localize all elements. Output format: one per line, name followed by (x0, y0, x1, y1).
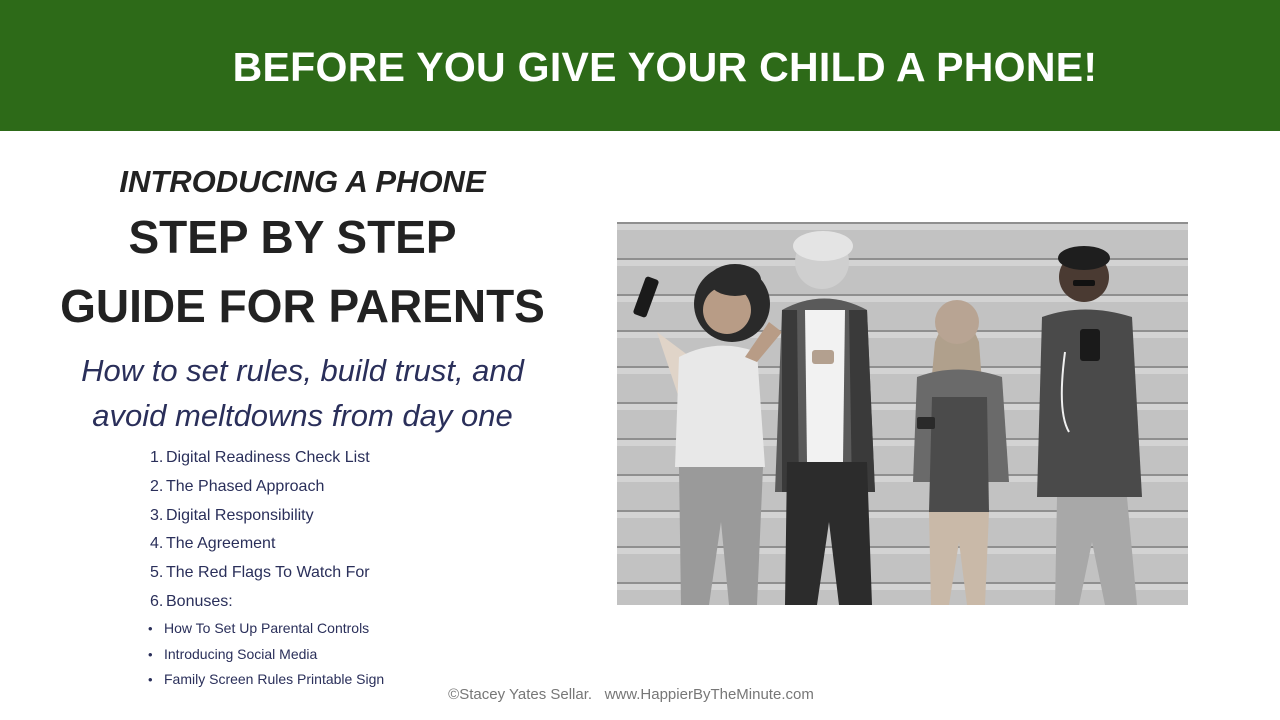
bonus-list (148, 616, 384, 693)
title-banner (0, 0, 1280, 131)
list-item-number: 6. (150, 592, 164, 610)
list-item-label: Digital Responsibility (166, 506, 314, 524)
footer (0, 686, 1262, 703)
website-link[interactable]: www.HappierByTheMinute.com (604, 686, 814, 703)
bonus-item (148, 642, 384, 668)
list-item-number: 1. (150, 449, 164, 466)
heading-line-2: GUIDE FOR PARENTS (60, 280, 545, 332)
list-item-label: The Phased Approach (166, 477, 325, 495)
bonus-item-label: How To Set Up Parental Controls (164, 620, 370, 636)
list-item (150, 588, 370, 617)
steps-list (150, 444, 370, 617)
list-item-label: The Red Flags To Watch For (166, 564, 370, 582)
bullet-icon: • (148, 672, 153, 687)
list-item-number: 5. (150, 564, 164, 582)
subtitle-line-1: How to set rules, build trust, and (81, 353, 524, 388)
banner-title: BEFORE YOU GIVE YOUR CHILD A PHONE! (232, 44, 1098, 90)
bonus-item-label: Introducing Social Media (164, 645, 318, 662)
list-item (150, 473, 370, 502)
list-item-label: The Agreement (166, 535, 276, 553)
list-item (150, 502, 370, 531)
bonus-item-label: Family Screen Rules Printable Sign (164, 671, 385, 687)
list-item-number: 3. (150, 506, 164, 524)
list-item-label: Bonuses: (166, 592, 233, 610)
copyright-text: ©Stacey Yates Sellar. (448, 686, 593, 703)
subtitle (20, 348, 585, 438)
kicker-text: INTRODUCING A PHONE (119, 164, 486, 199)
bullet-icon: • (148, 621, 153, 636)
list-item-label: Digital Readiness Check List (166, 449, 370, 466)
heading-line-1: STEP BY STEP (128, 211, 457, 263)
list-item (150, 530, 370, 559)
list-item-number: 2. (150, 477, 164, 495)
subtitle-line-2: avoid meltdowns from day one (92, 398, 513, 433)
bullet-icon: • (148, 646, 153, 662)
list-item (150, 444, 370, 473)
teens-with-phones-photo (617, 222, 1188, 605)
list-item (150, 559, 370, 588)
bonus-item (148, 616, 384, 642)
list-item-number: 4. (150, 535, 164, 553)
